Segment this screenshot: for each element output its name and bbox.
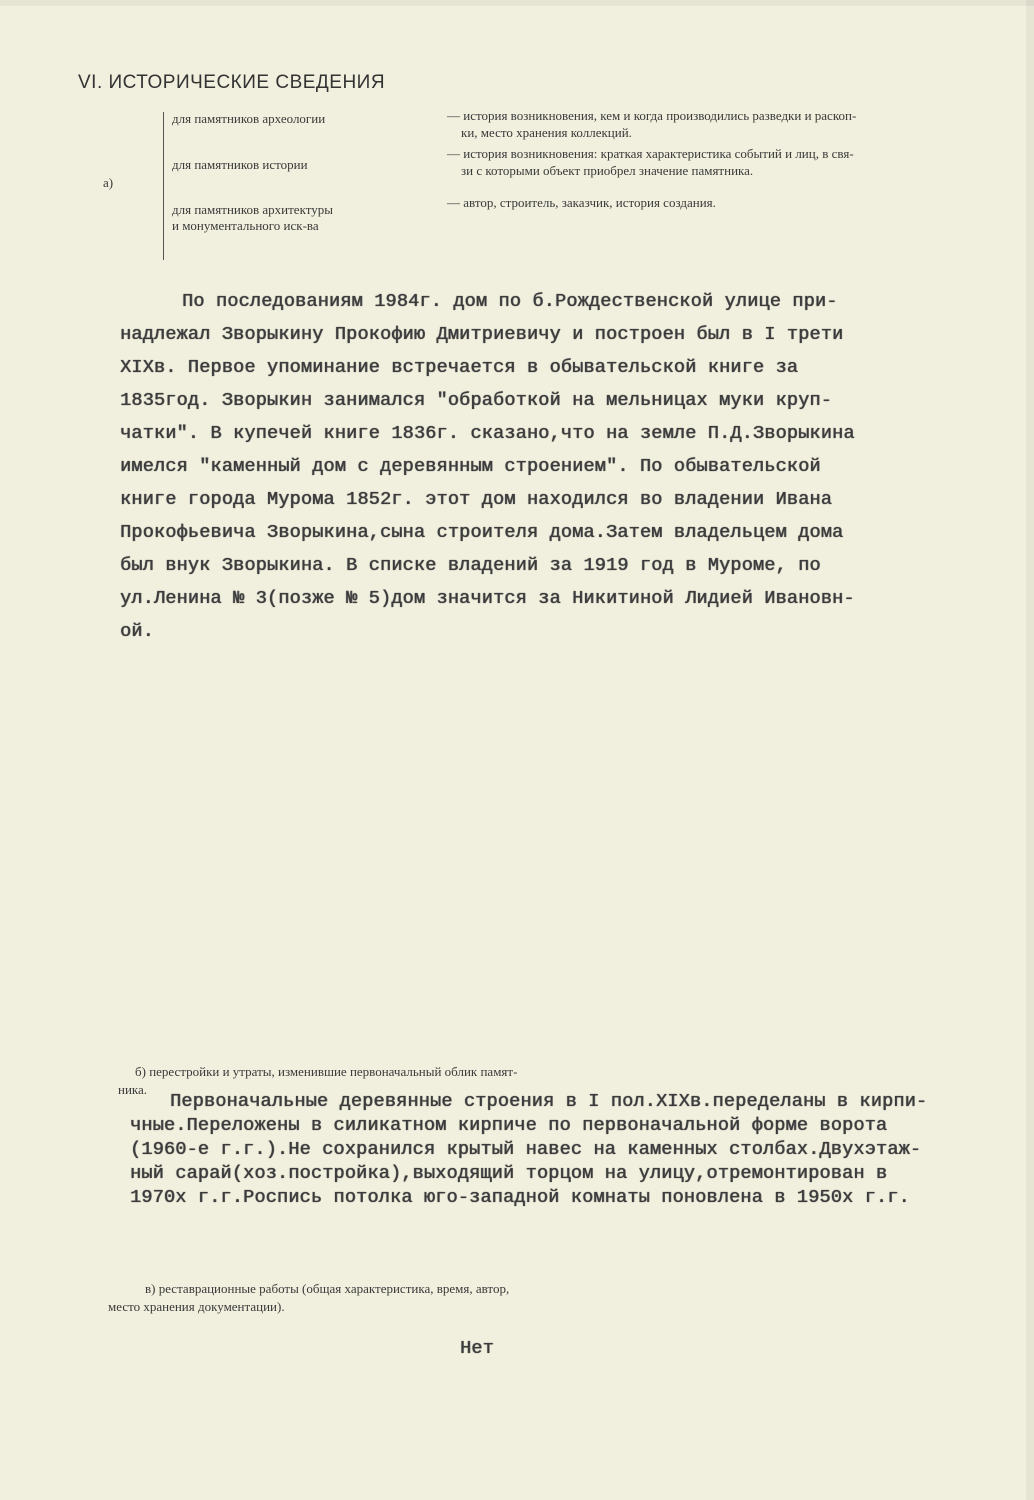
text-line: XIXв. Первое упоминание встречается в обывательской книге за bbox=[120, 357, 799, 378]
scan-smudge bbox=[0, 0, 1034, 6]
category-history-desc: — история возникновения: краткая характеристика событий и лиц, в свя- зи с которыми объект приобрел значение памятника. bbox=[447, 146, 854, 178]
scan-smudge bbox=[1026, 0, 1034, 1500]
text-line: (1960-е г.г.).Не сохранился крытый навес на каменных столбах.Двухэтаж- bbox=[130, 1139, 922, 1160]
category-archaeology: для памятников археологии bbox=[172, 111, 326, 126]
text-line: По последованиям 1984г. дом по б.Рождественской улице при- bbox=[182, 291, 838, 312]
text-line: чные.Переложены в силикатном кирпиче по первоначальной форме ворота bbox=[130, 1115, 888, 1136]
text-line: чатки". В купечей книге 1836г. сказано,что на земле П.Д.Зворыкина bbox=[120, 423, 855, 444]
section-b-text bbox=[130, 1090, 1030, 1210]
section-c-label: в) реставрационные работы (общая характеристика, время, автор, место хранения документации). bbox=[108, 1281, 510, 1314]
text-line: ный сарай(хоз.постройка),выходящий торцом на улицу,отремонтирован в bbox=[130, 1163, 888, 1184]
label-a: а) bbox=[103, 175, 114, 190]
text-line: 1970х г.г.Роспись потолка юго-западной комнаты поновлена в 1950х г.г. bbox=[130, 1187, 910, 1208]
text-line: надлежал Зворыкину Прокофию Дмитриевичу и построен был в I трети bbox=[120, 324, 844, 345]
text-line: Прокофьевича Зворыкина,сына строителя дома.Затем владельцем дома bbox=[120, 522, 844, 543]
category-history: для памятников истории bbox=[172, 157, 308, 172]
category-architecture: для памятников архитектуры и монументального иск-ва bbox=[172, 202, 333, 233]
bracket-line bbox=[163, 112, 164, 260]
section-b-label: б) перестройки и утраты, изменившие первоначальный облик памят- ника. bbox=[118, 1064, 518, 1097]
text-line: 1835год. Зворыкин занимался "обработкой на мельницах муки круп- bbox=[120, 390, 833, 411]
text-line: ул.Ленина № 3(позже № 5)дом значится за Никитиной Лидией Ивановн- bbox=[120, 588, 855, 609]
text-line: книге города Мурома 1852г. этот дом находился во владении Ивана bbox=[120, 489, 833, 510]
text-line: был внук Зворыкина. В списке владений за 1919 год в Муроме, по bbox=[120, 555, 821, 576]
section-c-answer: Нет bbox=[460, 1338, 494, 1359]
category-architecture-desc: — автор, строитель, заказчик, история создания. bbox=[447, 195, 716, 210]
section-title: VI. ИСТОРИЧЕСКИЕ СВЕДЕНИЯ bbox=[78, 72, 386, 93]
history-text bbox=[120, 285, 980, 648]
category-archaeology-desc: — история возникновения, кем и когда производились разведки и раскоп- ки, место хранения коллекций. bbox=[447, 108, 857, 140]
text-line: Первоначальные деревянные строения в I пол.XIXв.переделаны в кирпи- bbox=[170, 1091, 928, 1112]
text-line: имелся "каменный дом с деревянным строением". По обывательской bbox=[120, 456, 821, 477]
text-line: ой. bbox=[120, 621, 154, 642]
